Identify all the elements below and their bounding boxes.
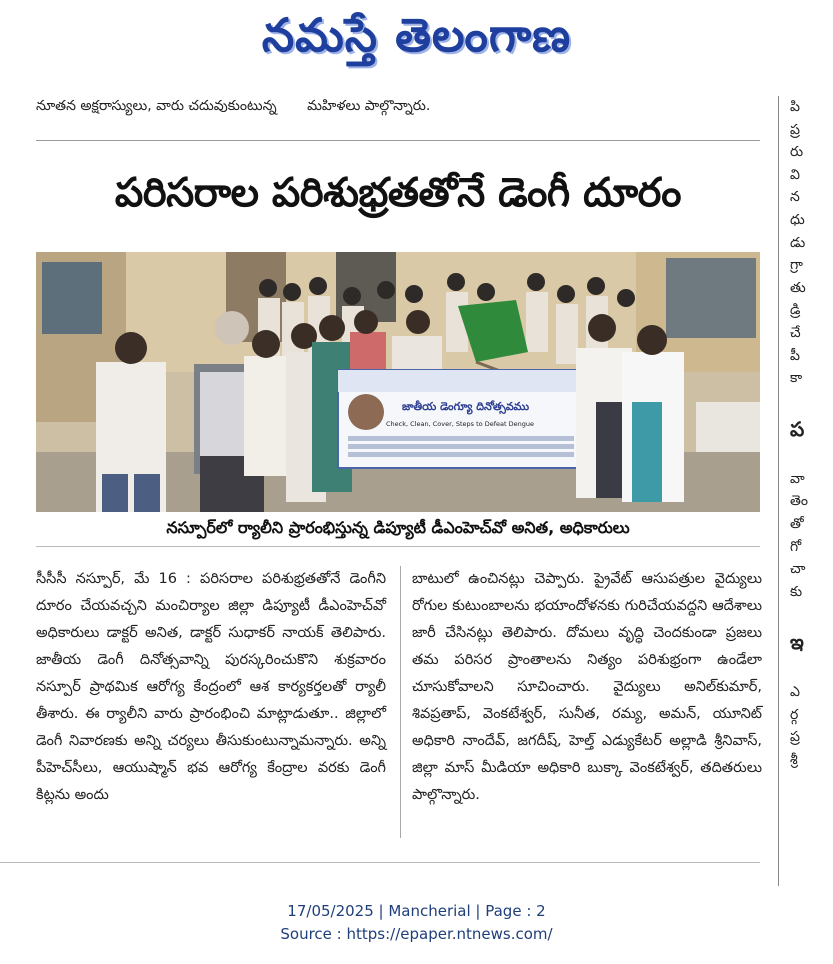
article-body-part-2: బాటులో ఉంచినట్లు చెప్పారు. ప్రైవేట్ ఆసుపత్రుల వైద్యులు రోగుల కుటుంబాలను భయాందోళనకు గురిచేయవద్దని ఆదేశాలు జారీ చేసినట్లు తెలిపారు. దోమలు వృద్ధి చెందకుండా ప్రజలు తమ పరిసర ప్రాంతాలను నిత్యం పరిశుభ్రంగా ఉండేలా చూసుకోవాలని సూచించారు. వైద్యులు అనిల్‌కుమార్, శివప్రతాప్, వెంకటేశ్వర్, సునీత, రమ్య, అమన్, యూనిట్ అధికారి నాందేవ్, జగదీష్, హెల్త్ ఎడ్యుకేటర్ అల్లాడి శ్రీనివాస్, జిల్లా మాస్ మీడియా అధికారి బుక్కా వెంకటేశ్వర్, తదితరులు పాల్గొన్నారు. bbox=[412, 571, 762, 803]
adjacent-line: కా bbox=[790, 370, 803, 387]
adjacent-line: డ్రి bbox=[790, 302, 801, 319]
adjacent-line: పీ bbox=[790, 347, 800, 364]
adjacent-line: ప్ర bbox=[790, 121, 800, 138]
adjacent-line: తో bbox=[790, 515, 804, 532]
adjacent-lines-c bbox=[790, 681, 833, 771]
article-body-part-1: సీసీసీ నస్పూర్, మే 16 : పరిసరాల పరిశుభ్రతతోనే డెంగీని దూరం చేయవచ్చని మంచిర్యాల జిల్లా డిప్యూటీ డీఎంహెచ్‌వో అధికారులు డాక్టర్ అనిత, డాక్టర్ సుధాకర్ నాయక్ తెలిపారు. జాతీయ డెంగీ దినోత్సవాన్ని పురస్కరించుకొని శుక్రవారం నస్పూర్ ప్రాథమిక ఆరోగ్య కేంద్రంలో ఆశ కార్యకర్తలతో ర్యాలీ తీశారు. ఈ ర్యాలీని వారు ప్రారంభించి మాట్లాడుతూ.. జిల్లాలో డెంగీ నివారణకు అన్ని చర్యలు తీసుకుంటున్నామన్నారు. అన్ని పీహెచ్‌సీలు, ఆయుష్మాన్ భవ ఆరోగ్య కేంద్రాల వరకు డెంగీ కిట్లను అందు bbox=[36, 571, 386, 803]
adjacent-line: పి bbox=[790, 99, 800, 115]
preceding-article-strip bbox=[36, 98, 760, 120]
adjacent-heading-b: ఇ bbox=[790, 630, 804, 655]
divider-bottom bbox=[0, 862, 760, 863]
column-divider-mid bbox=[400, 566, 401, 838]
adjacent-line: గో bbox=[790, 538, 802, 555]
column-divider-right bbox=[778, 96, 779, 886]
rally-photo-illustration bbox=[36, 252, 760, 512]
adjacent-line: చే bbox=[790, 324, 801, 341]
article-column-1 bbox=[36, 566, 386, 809]
adjacent-lines-a bbox=[790, 96, 833, 390]
adjacent-line: చా bbox=[790, 561, 806, 578]
adjacent-lines-b bbox=[790, 468, 833, 604]
masthead bbox=[0, 0, 833, 76]
banner-title: జాతీయ డెంగ్యూ దినోత్సవము bbox=[402, 400, 530, 413]
adjacent-line: ప్ర bbox=[790, 729, 800, 746]
strip-text-left: నూతన అక్షరాస్యులు, వారు చదువుకుంటున్న bbox=[36, 98, 277, 114]
adjacent-line: తెం bbox=[790, 493, 808, 510]
adjacent-line: తు bbox=[790, 279, 806, 296]
adjacent-line: శ్రీ bbox=[790, 752, 798, 769]
adjacent-line: వి bbox=[790, 166, 800, 183]
adjacent-heading-a: ప bbox=[790, 416, 805, 441]
divider-caption bbox=[36, 546, 760, 547]
adjacent-line: రు bbox=[790, 144, 804, 161]
source-link[interactable]: Source : https://epaper.ntnews.com/ bbox=[280, 925, 553, 943]
adjacent-line: ధు bbox=[790, 211, 805, 228]
adjacent-line: కు bbox=[790, 583, 803, 600]
photo-caption: నస్పూర్‌లో ర్యాలీని ప్రారంభిస్తున్న డిప్యూటీ డీఎంహెచ్‌వో అనిత, అధికారులు bbox=[166, 518, 630, 537]
adjacent-line: న bbox=[790, 189, 800, 206]
strip-text-right: మహిళలు పాల్గొన్నారు. bbox=[307, 98, 431, 114]
adjacent-article-column bbox=[790, 96, 833, 772]
banner-slogan: Check, Clean, Cover, Steps to Defeat Dengue bbox=[386, 420, 534, 428]
divider-top bbox=[36, 140, 760, 141]
edition-footer bbox=[0, 900, 833, 946]
adjacent-line: డు bbox=[790, 234, 806, 251]
article-photo bbox=[36, 252, 760, 512]
newspaper-logo: నమస్తే తెలంగాణ bbox=[261, 8, 572, 62]
adjacent-line: గ్రా bbox=[790, 257, 803, 274]
edition-info: 17/05/2025 | Mancherial | Page : 2 bbox=[287, 902, 546, 920]
adjacent-line: వా bbox=[790, 470, 805, 487]
article-headline: పరిసరాల పరిశుభ్రతతోనే డెంగీ దూరం bbox=[114, 170, 682, 216]
adjacent-line: ర్గ bbox=[790, 706, 799, 723]
adjacent-line: ఎ bbox=[790, 684, 800, 701]
article-column-2 bbox=[412, 566, 762, 809]
